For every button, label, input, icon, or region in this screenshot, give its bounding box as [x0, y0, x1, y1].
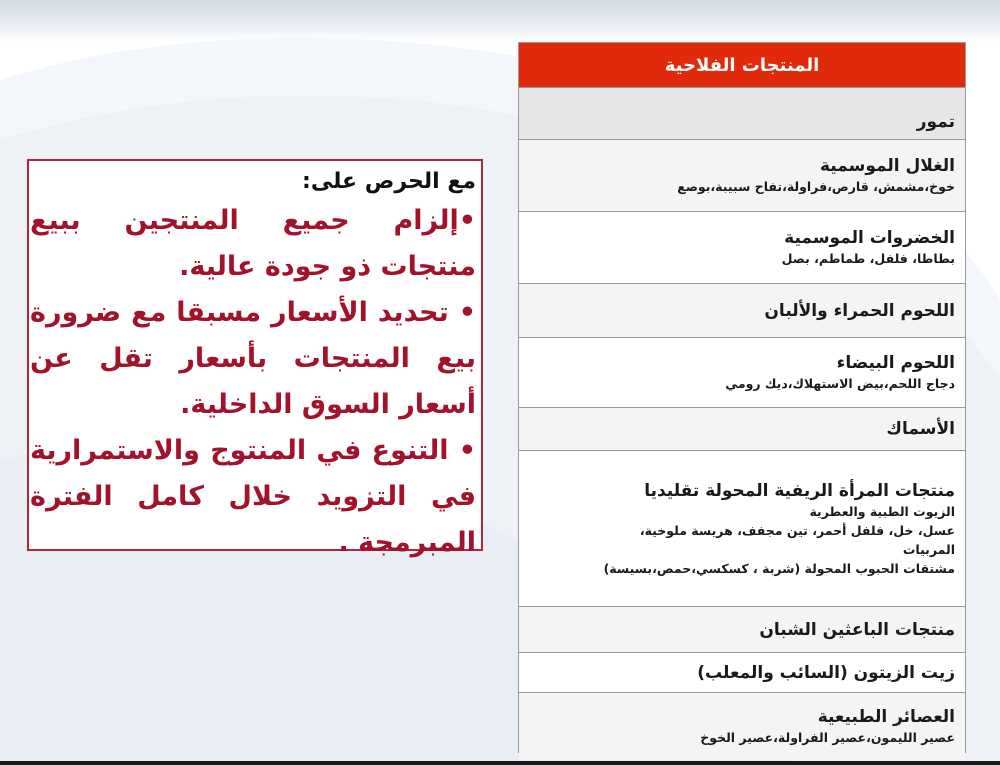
notes-item-3: • التنوع في المنتوج والاستمرارية في التزويد خلال كامل الفترة المبرمجة .	[30, 435, 476, 558]
notes-item-2: • تحديد الأسعار مسبقا مع ضرورة بيع المنتجات بأسعار تقل عن أسعار السوق الداخلية.	[30, 297, 476, 420]
products-rows	[519, 88, 965, 760]
product-row-title: تمور	[916, 112, 955, 132]
product-row-detail: مشتقات الحبوب المحولة (شربة ، كسكسي،حمص،بسيسة)	[603, 560, 955, 576]
product-row-title: الأسماك	[886, 419, 955, 439]
product-row	[519, 693, 965, 760]
product-row-detail: الزيوت الطبية والعطرية	[809, 503, 955, 519]
product-row-detail: عصير الليمون،عصير الفراولة،عصير الخوخ	[700, 730, 955, 745]
product-row-title: اللحوم الحمراء والألبان	[764, 300, 955, 321]
product-row-title: الغلال الموسمية	[819, 156, 955, 176]
products-header: المنتجات الفلاحية	[519, 43, 965, 88]
product-row-detail: عسل، خل، فلفل أحمر، تين مجفف، هريسة ملوخية،	[639, 522, 955, 538]
product-row	[519, 212, 965, 284]
product-row	[519, 284, 965, 338]
product-row	[519, 338, 965, 408]
product-row-detail: خوخ،مشمش، قارص،فراولة،تفاح سبيبة،بوصع	[677, 179, 955, 194]
product-row	[519, 88, 965, 140]
products-table	[518, 42, 966, 753]
product-row-title: منتجات المرأة الريفية المحولة تقليديا	[644, 480, 955, 501]
notes-title: مع الحرص على:	[302, 169, 476, 194]
product-row-detail: بطاطا، فلفل، طماطم، بصل	[781, 251, 955, 266]
product-row	[519, 140, 965, 212]
product-row	[519, 653, 965, 693]
product-row-title: العصائر الطبيعية	[817, 707, 955, 727]
product-row-detail: دجاج اللحم،بيض الاستهلاك،ديك رومي	[725, 376, 955, 391]
product-row	[519, 451, 965, 607]
product-row-title: منتجات الباعثين الشبان	[759, 619, 955, 640]
notes-item-1: •إلزام جميع المنتجين ببيع منتجات ذو جودة عالية.	[30, 205, 476, 282]
product-row	[519, 607, 965, 653]
product-row	[519, 408, 965, 451]
product-row-title: زيت الزيتون (السائب والمعلب)	[697, 662, 955, 683]
product-row-detail: المربيات	[902, 541, 955, 557]
bottom-border	[0, 761, 1000, 765]
product-row-title: اللحوم البيضاء	[836, 353, 955, 373]
notes-content	[30, 166, 476, 566]
product-row-title: الخضروات الموسمية	[784, 228, 955, 248]
